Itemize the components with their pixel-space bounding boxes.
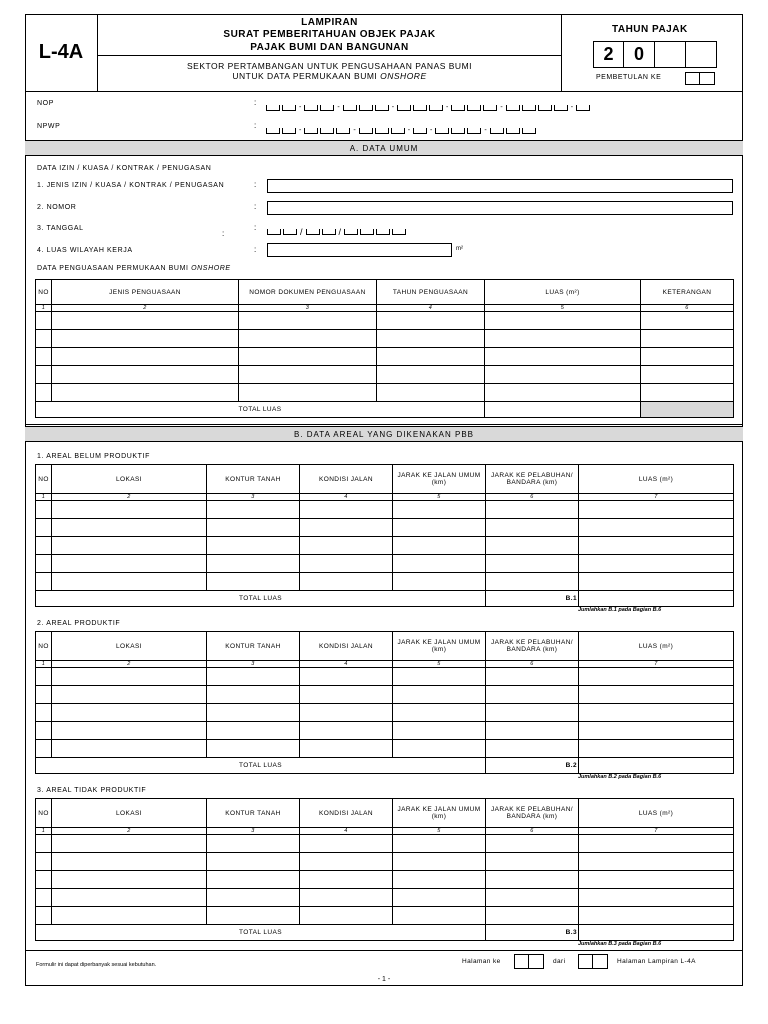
form-title-block [98, 14, 562, 91]
section-a-title: A. DATA UMUM [25, 140, 743, 156]
total-area-label: TOTAL LUAS [36, 402, 485, 418]
title-line-2: SURAT PEMBERITAHUAN OBJEK PAJAK [223, 29, 436, 40]
permit-number-input[interactable] [267, 201, 733, 215]
area-table-3: NO LOKASI KONTUR TANAH KONDISI JALAN JARAK KE JALAN UMUM (km) JARAK KE PELABUHAN/ BANDARA (km) LUAS (m²) 1 2 3 4 5 6 7 TOTAL LUAS B.3 [35, 798, 734, 941]
table-row[interactable] [36, 537, 734, 555]
area-unit: m² [456, 246, 463, 252]
total-area-label: TOTAL LUAS [36, 925, 486, 941]
area-code: B.2 [486, 758, 579, 774]
table-row[interactable] [36, 740, 734, 758]
total-area-label: TOTAL LUAS [36, 591, 486, 607]
tax-year-label: TAHUN PAJAK [612, 24, 688, 35]
sum-note: Jumlahkan B.2 pada Bagian B.6 [578, 774, 662, 780]
tax-year-field[interactable] [593, 41, 717, 68]
table-row[interactable] [36, 312, 734, 330]
permit-heading: DATA IZIN / KUASA / KONTRAK / PENUGASAN [37, 165, 212, 172]
subtitle-line-1: SEKTOR PERTAMBANGAN UNTUK PENGUSAHAAN PANAS BUMI [186, 61, 473, 71]
col-header: KETERANGAN [641, 280, 734, 305]
area-code: B.1 [486, 591, 579, 607]
table-row[interactable] [36, 835, 734, 853]
table-row[interactable] [36, 573, 734, 591]
total-area-label: TOTAL LUAS [36, 758, 486, 774]
table-row[interactable] [36, 501, 734, 519]
form-code: L-4A [25, 14, 98, 91]
permit-date-input[interactable]: / / [267, 229, 408, 235]
copy-note: Formulir ini dapat diperbanyak sesuai kebutuhan. [36, 962, 157, 968]
table-row[interactable] [36, 330, 734, 348]
sum-note: Jumlahkan B.1 pada Bagian B.6 [578, 607, 662, 613]
field-area-label: 4. LUAS WILAYAH KERJA [37, 247, 133, 254]
subtitle-line-2: UNTUK DATA PERMUKAAN BUMI ONSHORE [232, 71, 427, 81]
table-row[interactable] [36, 555, 734, 573]
table-row[interactable] [36, 686, 734, 704]
table-row[interactable] [36, 889, 734, 907]
title-line-1: LAMPIRAN [301, 17, 358, 28]
area-table-1: NO LOKASI KONTUR TANAH KONDISI JALAN JARAK KE JALAN UMUM (km) JARAK KE PELABUHAN/ BANDARA (km) LUAS (m²) 1 2 3 4 5 6 7 TOTAL LUAS B.1 [35, 464, 734, 607]
tax-year-digit-4[interactable] [686, 41, 717, 68]
section-b-title: B. DATA AREAL YANG DIKENAKAN PBB [25, 426, 743, 442]
attachment-label: Halaman Lampiran L-4A [617, 958, 696, 965]
table-row[interactable] [36, 366, 734, 384]
page-number-input[interactable] [514, 954, 544, 969]
tax-year-digit-3[interactable] [655, 41, 686, 68]
total-area-value[interactable] [485, 402, 641, 418]
col-header: NO [36, 280, 52, 305]
table-row[interactable] [36, 704, 734, 722]
col-header: TAHUN PENGUASAAN [377, 280, 485, 305]
table-row[interactable] [36, 668, 734, 686]
table-row[interactable] [36, 519, 734, 537]
table-row[interactable] [36, 853, 734, 871]
table-row[interactable] [36, 722, 734, 740]
col-header: NOMOR DOKUMEN PENGUASAAN [239, 280, 377, 305]
total-area-value[interactable] [579, 591, 734, 607]
of-label: dari [553, 958, 566, 965]
col-header: JENIS PENGUASAAN [52, 280, 239, 305]
nop-input[interactable]: - - - - - - [266, 105, 592, 111]
col-header: LUAS (m²) [485, 280, 641, 305]
table-row[interactable] [36, 907, 734, 925]
sum-note: Jumlahkan B.3 pada Bagian B.6 [578, 941, 662, 947]
control-heading: DATA PENGUASAAN PERMUKAAN BUMI ONSHORE [37, 265, 231, 272]
npwp-label: NPWP [37, 123, 61, 130]
field-permit-type-label: 1. JENIS IZIN / KUASA / KONTRAK / PENUGASAN [37, 182, 225, 189]
table-row[interactable] [36, 871, 734, 889]
tax-year-digit-2[interactable]: 0 [624, 41, 655, 68]
total-area-value[interactable] [579, 925, 734, 941]
table-row[interactable] [36, 348, 734, 366]
page-number: - 1 - [377, 976, 391, 983]
area-code: B.3 [486, 925, 579, 941]
nop-label: NOP [37, 100, 54, 107]
field-number-label: 2. NOMOR [37, 204, 77, 211]
page-label: Halaman ke [462, 958, 501, 965]
subsection-title: 1. AREAL BELUM PRODUKTIF [37, 453, 150, 460]
field-date-label: 3. TANGGAL [37, 225, 84, 232]
npwp-input[interactable]: - - - - - [266, 128, 538, 134]
title-line-3: PAJAK BUMI DAN BANGUNAN [250, 42, 409, 53]
revision-field[interactable] [685, 72, 715, 85]
subsection-title: 2. AREAL PRODUKTIF [37, 620, 121, 627]
page-total-input[interactable] [578, 954, 608, 969]
area-table-2: NO LOKASI KONTUR TANAH KONDISI JALAN JARAK KE JALAN UMUM (km) JARAK KE PELABUHAN/ BANDARA (km) LUAS (m²) 1 2 3 4 5 6 7 TOTAL LUAS B.2 [35, 631, 734, 774]
tax-year-digit-1[interactable]: 2 [593, 41, 624, 68]
total-area-value[interactable] [579, 758, 734, 774]
revision-label: PEMBETULAN KE [596, 74, 662, 81]
control-table: NO JENIS PENGUASAAN NOMOR DOKUMEN PENGUASAAN TAHUN PENGUASAAN LUAS (m²) KETERANGAN 1 2 3 4 5 6 TOTAL LUAS [35, 279, 734, 418]
permit-type-input[interactable] [267, 179, 733, 193]
table-row[interactable] [36, 384, 734, 402]
work-area-input[interactable] [267, 243, 452, 257]
subsection-title: 3. AREAL TIDAK PRODUKTIF [37, 787, 147, 794]
